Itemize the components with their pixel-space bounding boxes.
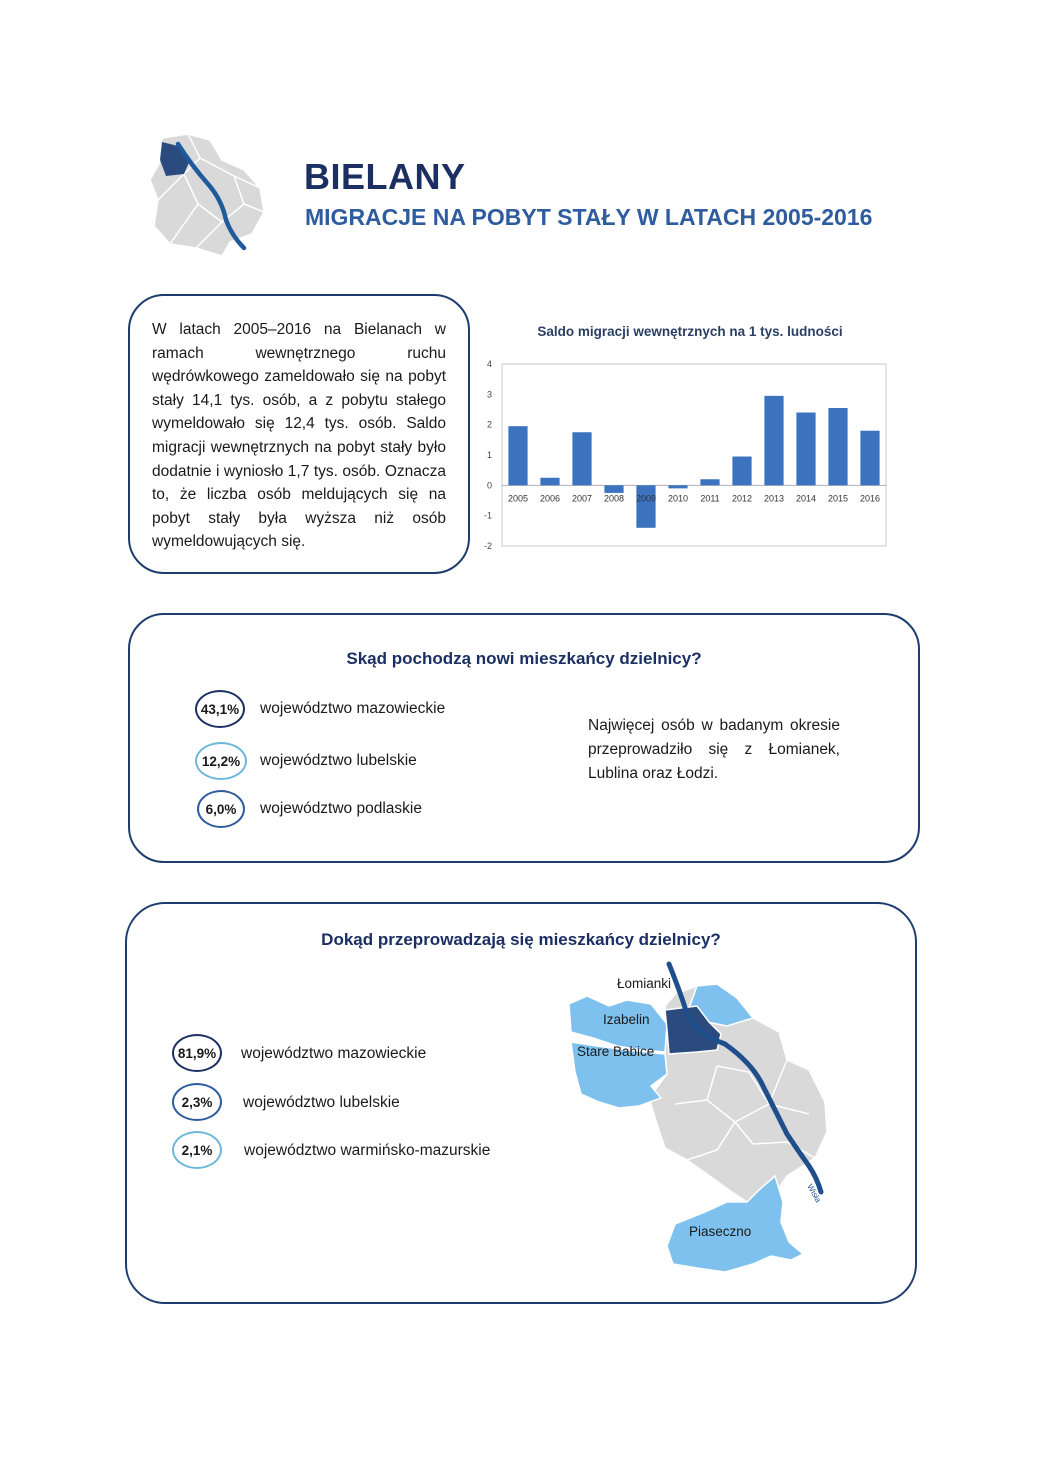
destination-badge-1: 81,9% xyxy=(172,1034,222,1072)
bar-2007 xyxy=(572,432,591,485)
bar-2009 xyxy=(636,485,655,527)
bar-2013 xyxy=(764,396,783,485)
x-tick-label: 2014 xyxy=(795,493,817,504)
x-tick-label: 2013 xyxy=(763,493,785,504)
x-tick-label: 2007 xyxy=(571,493,593,504)
x-tick-label: 2010 xyxy=(667,493,689,504)
y-tick-label: 3 xyxy=(486,389,492,400)
bar-2006 xyxy=(540,478,559,486)
x-tick-label: 2011 xyxy=(700,493,720,504)
origin-label-3: województwo podlaskie xyxy=(260,800,422,817)
x-tick-label: 2015 xyxy=(827,493,849,504)
destination-label-1: województwo mazowieckie xyxy=(241,1045,427,1062)
bar-2014 xyxy=(796,413,815,486)
page-title: BIELANY xyxy=(304,156,466,197)
destinations-heading: Dokąd przeprowadzają się mieszkańcy dzielnicy? xyxy=(321,930,721,949)
map-label-lomianki: Łomianki xyxy=(617,976,672,991)
x-tick-label: 2006 xyxy=(539,493,561,504)
bar-2010 xyxy=(668,485,687,488)
origin-label-1: województwo mazowieckie xyxy=(260,700,446,717)
destination-label-3: województwo warmińsko-mazurskie xyxy=(244,1142,491,1159)
destinations-map xyxy=(557,954,847,1274)
y-axis xyxy=(484,359,492,551)
y-tick-label: -2 xyxy=(483,541,492,551)
x-tick-label: 2012 xyxy=(731,493,753,504)
x-tick-label: 2016 xyxy=(859,493,881,504)
bar-2005 xyxy=(508,426,527,485)
destination-badge-2: 2,3% xyxy=(172,1083,222,1121)
bar-2015 xyxy=(828,408,847,485)
map-label-izabelin: Izabelin xyxy=(603,1012,650,1027)
origin-badge-3: 6,0% xyxy=(197,790,245,828)
origins-note: Najwięcej osób w badanym okresie przeprowadziło się z Łomianek, Lublina oraz Łodzi. xyxy=(588,717,840,782)
migration-balance-chart xyxy=(478,352,898,552)
y-tick-label: 0 xyxy=(486,480,492,491)
y-tick-label: 2 xyxy=(486,419,492,430)
y-tick-label: 4 xyxy=(486,359,492,369)
summary-box xyxy=(128,294,470,574)
map-label-piaseczno: Piaseczno xyxy=(689,1224,752,1239)
map-label-river: Wisła xyxy=(805,1182,823,1204)
destination-badge-3: 2,1% xyxy=(172,1131,222,1169)
y-tick-label: 1 xyxy=(486,450,492,460)
warsaw-districts-map-icon xyxy=(148,130,270,258)
chart-title: Saldo migracji wewnętrznych na 1 tys. ludności xyxy=(537,324,843,339)
destination-label-2: województwo lubelskie xyxy=(243,1094,400,1111)
x-tick-label: 2009 xyxy=(635,493,657,504)
destinations-box xyxy=(125,902,917,1304)
page-subtitle: MIGRACJE NA POBYT STAŁY W LATACH 2005-2016 xyxy=(305,204,873,230)
bar-2012 xyxy=(732,457,751,486)
bar-2016 xyxy=(860,431,879,486)
origins-heading: Skąd pochodzą nowi mieszkańcy dzielnicy? xyxy=(346,649,702,668)
origin-label-2: województwo lubelskie xyxy=(260,752,417,769)
origins-box xyxy=(128,613,920,863)
summary-text: W latach 2005–2016 na Bielanach w ramach wewnętrznego ruchu wędrówkowego zameldowało się na pobyt stały 14,1 tys. osób, a z pobytu stałego wymeldowało się 12,4 tys. osób. Saldo migracji wewnętrznych na pobyt stały było dodatnie i wyniosło 1,7 tys. osób. Oznacza to, że liczba osób meldujących się na pobyt stały była wyższa niż osób wymeldowujących się. xyxy=(152,321,446,551)
origin-badge-2: 12,2% xyxy=(195,742,247,780)
x-tick-label: 2005 xyxy=(507,493,529,504)
origin-badge-1: 43,1% xyxy=(195,690,245,728)
bar-2011 xyxy=(700,479,719,485)
map-label-stare-babice: Stare Babice xyxy=(577,1044,655,1059)
y-tick-label: -1 xyxy=(483,510,492,521)
x-tick-label: 2008 xyxy=(603,493,625,504)
bar-2008 xyxy=(604,485,623,493)
